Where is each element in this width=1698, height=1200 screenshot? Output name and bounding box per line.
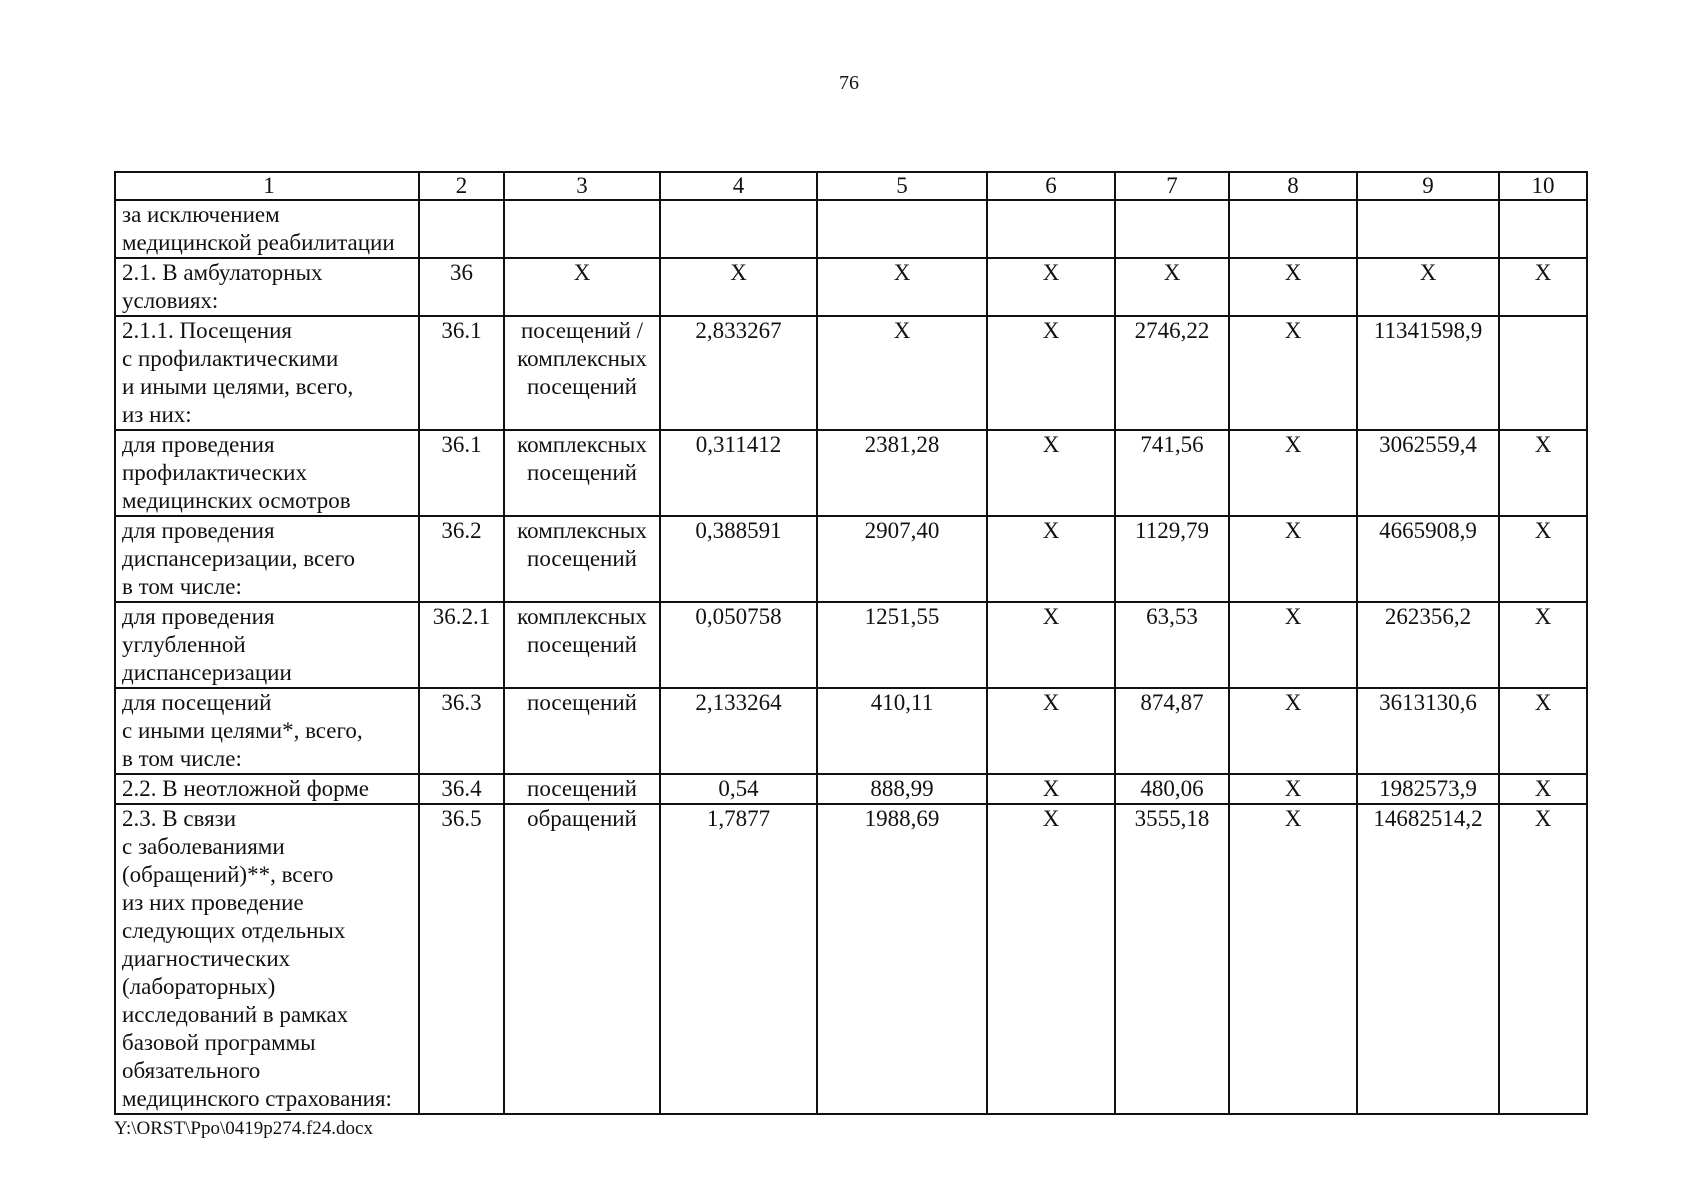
table-cell-col-3 xyxy=(504,774,660,804)
cell-text: 1982573,9 xyxy=(1379,776,1477,801)
table-cell-col-5 xyxy=(817,516,987,602)
table-cell-col-10 xyxy=(1499,316,1587,430)
table-cell-col-3 xyxy=(504,430,660,516)
table-cell-col-10 xyxy=(1499,200,1587,258)
table-cell-col-7 xyxy=(1115,316,1229,430)
table-cell-col-3 xyxy=(504,516,660,602)
table-cell-col-6 xyxy=(987,774,1115,804)
cell-text: Х xyxy=(1284,690,1302,715)
cell-text: комплексных посещений xyxy=(517,518,647,571)
cell-text: комплексных посещений xyxy=(517,604,647,657)
table-cell-col-10 xyxy=(1499,688,1587,774)
table-cell-col-2 xyxy=(419,430,504,516)
table-cell-col-10 xyxy=(1499,430,1587,516)
table-cell-col-9 xyxy=(1357,430,1499,516)
table-cell-col-6 xyxy=(987,316,1115,430)
table-cell-col-5 xyxy=(817,602,987,688)
table-cell-col-2 xyxy=(419,258,504,316)
table-cell-col-10 xyxy=(1499,516,1587,602)
cell-text: за исключением медицинской реабилитации xyxy=(122,202,395,255)
cell-text: Х xyxy=(1042,604,1060,629)
page-number: 76 xyxy=(839,72,859,94)
table-cell-col-4 xyxy=(660,200,817,258)
cell-text: Х xyxy=(893,260,911,285)
table-cell-col-8 xyxy=(1229,688,1357,774)
table-cell-col-1 xyxy=(115,804,419,1114)
cell-text: 11341598,9 xyxy=(1373,318,1483,343)
table-row xyxy=(115,804,1587,1114)
table-cell-col-6 xyxy=(987,804,1115,1114)
cell-text: Х xyxy=(730,260,747,285)
table-cell-col-2 xyxy=(419,516,504,602)
cell-text: 2907,40 xyxy=(864,518,940,543)
cell-text: 0,311412 xyxy=(695,432,782,457)
cell-text: Х xyxy=(1042,690,1060,715)
table-cell-col-7 xyxy=(1115,774,1229,804)
table-row xyxy=(115,200,1587,258)
table-cell-col-6 xyxy=(987,258,1115,316)
table-cell-col-8 xyxy=(1229,430,1357,516)
column-number-6: 6 xyxy=(987,172,1115,200)
table-cell-col-8 xyxy=(1229,316,1357,430)
cell-text: посещений xyxy=(527,690,637,715)
table-cell-col-2 xyxy=(419,602,504,688)
table-cell-col-9 xyxy=(1357,316,1499,430)
cell-text: 3062559,4 xyxy=(1379,432,1477,457)
cell-text: Х xyxy=(1534,260,1552,285)
table-cell-col-6 xyxy=(987,430,1115,516)
cell-text: Х xyxy=(1042,776,1060,801)
table-cell-col-7 xyxy=(1115,200,1229,258)
table-cell-col-4 xyxy=(660,804,817,1114)
table-cell-col-7 xyxy=(1115,258,1229,316)
column-number-5: 5 xyxy=(817,172,987,200)
table-cell-col-1 xyxy=(115,430,419,516)
table-cell-col-2 xyxy=(419,200,504,258)
table-cell-col-10 xyxy=(1499,258,1587,316)
table-row xyxy=(115,316,1587,430)
data-table xyxy=(114,171,1588,1115)
cell-text: 1,7877 xyxy=(706,806,771,831)
table-row xyxy=(115,258,1587,316)
table-body xyxy=(115,172,1587,1114)
column-number-10: 10 xyxy=(1499,172,1587,200)
table-cell-col-4 xyxy=(660,430,817,516)
table-cell-col-1 xyxy=(115,602,419,688)
cell-text: 2381,28 xyxy=(864,432,940,457)
cell-text: обращений xyxy=(527,806,637,831)
cell-text: Х xyxy=(1534,604,1552,629)
table-header-row xyxy=(115,172,1587,200)
cell-text: 36.2 xyxy=(441,518,482,543)
table-cell-col-1 xyxy=(115,774,419,804)
table-row xyxy=(115,430,1587,516)
cell-text: для посещений с иными целями*, всего, в том числе: xyxy=(122,690,363,771)
table-cell-col-5 xyxy=(817,430,987,516)
cell-text: Х xyxy=(1534,690,1552,715)
table-cell-col-8 xyxy=(1229,804,1357,1114)
cell-text: 2,833267 xyxy=(695,318,782,343)
cell-text: 36.3 xyxy=(441,690,482,715)
cell-text: 2.2. В неотложной форме xyxy=(122,776,370,801)
cell-text: для проведения профилактических медицинских осмотров xyxy=(122,432,351,513)
cell-text: 3555,18 xyxy=(1134,806,1210,831)
table-row xyxy=(115,602,1587,688)
cell-text: 2.3. В связи с заболеваниями (обращений)**, всего из них проведение следующих отдельных диагностических (лабораторных) исследований в рамках базовой программы обязательного медицинского страхования: xyxy=(122,806,392,1111)
cell-text: 2.1. В амбулаторных условиях: xyxy=(122,260,323,313)
cell-text: Х xyxy=(1042,806,1060,831)
table-cell-col-1 xyxy=(115,316,419,430)
cell-text: для проведения диспансеризации, всего в том числе: xyxy=(122,518,356,599)
cell-text: 2,133264 xyxy=(695,690,782,715)
cell-text: 36.5 xyxy=(441,806,482,831)
table-cell-col-8 xyxy=(1229,258,1357,316)
cell-text: Х xyxy=(1284,432,1302,457)
table-cell-col-2 xyxy=(419,688,504,774)
table-cell-col-6 xyxy=(987,516,1115,602)
table-cell-col-3 xyxy=(504,258,660,316)
table-cell-col-5 xyxy=(817,316,987,430)
column-number-7: 7 xyxy=(1115,172,1229,200)
cell-text: 36.1 xyxy=(441,318,482,343)
table-cell-col-8 xyxy=(1229,516,1357,602)
cell-text: Х xyxy=(573,260,591,285)
cell-text: 2.1.1. Посещения с профилактическими и иными целями, всего, из них: xyxy=(122,318,354,427)
cell-text: 480,06 xyxy=(1140,776,1204,801)
table-cell-col-7 xyxy=(1115,602,1229,688)
cell-text: 63,53 xyxy=(1146,604,1198,629)
table-cell-col-2 xyxy=(419,316,504,430)
cell-text: Х xyxy=(1042,518,1060,543)
table-cell-col-3 xyxy=(504,200,660,258)
cell-text: 0,050758 xyxy=(695,604,782,629)
table-cell-col-5 xyxy=(817,804,987,1114)
cell-text: 741,56 xyxy=(1140,432,1204,457)
table-cell-col-5 xyxy=(817,200,987,258)
column-number-9: 9 xyxy=(1357,172,1499,200)
table-cell-col-7 xyxy=(1115,804,1229,1114)
cell-text: Х xyxy=(893,318,911,343)
cell-text: Х xyxy=(1534,806,1552,831)
cell-text: 1129,79 xyxy=(1135,518,1209,543)
cell-text: посещений / комплексных посещений xyxy=(517,318,647,399)
table-cell-col-5 xyxy=(817,774,987,804)
cell-text: посещений xyxy=(527,776,637,801)
table-cell-col-9 xyxy=(1357,774,1499,804)
table-row xyxy=(115,688,1587,774)
table-cell-col-5 xyxy=(817,688,987,774)
table-cell-col-2 xyxy=(419,804,504,1114)
cell-text: Х xyxy=(1284,604,1302,629)
table-cell-col-9 xyxy=(1357,602,1499,688)
column-number-1: 1 xyxy=(115,172,419,200)
table-cell-col-6 xyxy=(987,688,1115,774)
table-row xyxy=(115,774,1587,804)
cell-text: 2746,22 xyxy=(1134,318,1210,343)
table-cell-col-5 xyxy=(817,258,987,316)
table-cell-col-9 xyxy=(1357,516,1499,602)
cell-text: 262356,2 xyxy=(1384,604,1472,629)
cell-text: Х xyxy=(1042,318,1060,343)
table-cell-col-4 xyxy=(660,258,817,316)
table-cell-col-8 xyxy=(1229,774,1357,804)
table-cell-col-10 xyxy=(1499,602,1587,688)
cell-text: комплексных посещений xyxy=(517,432,647,485)
column-number-2: 2 xyxy=(419,172,504,200)
cell-text: Х xyxy=(1163,260,1181,285)
table-cell-col-3 xyxy=(504,316,660,430)
cell-text: Х xyxy=(1284,806,1302,831)
cell-text: Х xyxy=(1284,776,1302,801)
table-cell-col-1 xyxy=(115,516,419,602)
table-cell-col-3 xyxy=(504,602,660,688)
table-cell-col-9 xyxy=(1357,804,1499,1114)
table-cell-col-4 xyxy=(660,774,817,804)
cell-text: Х xyxy=(1534,518,1552,543)
table-cell-col-8 xyxy=(1229,200,1357,258)
column-number-8: 8 xyxy=(1229,172,1357,200)
table-cell-col-7 xyxy=(1115,430,1229,516)
cell-text: Х xyxy=(1534,776,1552,801)
table-cell-col-10 xyxy=(1499,804,1587,1114)
table-cell-col-8 xyxy=(1229,602,1357,688)
cell-text: 14682514,2 xyxy=(1373,806,1483,831)
table-cell-col-7 xyxy=(1115,688,1229,774)
cell-text: 36 xyxy=(450,260,473,285)
cell-text: для проведения углубленной диспансеризации xyxy=(122,604,292,685)
table-cell-col-9 xyxy=(1357,258,1499,316)
table-cell-col-2 xyxy=(419,774,504,804)
cell-text: 874,87 xyxy=(1140,690,1204,715)
table-cell-col-9 xyxy=(1357,200,1499,258)
table-cell-col-6 xyxy=(987,200,1115,258)
table-cell-col-1 xyxy=(115,200,419,258)
table-cell-col-4 xyxy=(660,516,817,602)
cell-text: Х xyxy=(1284,518,1302,543)
cell-text: 4665908,9 xyxy=(1379,518,1477,543)
table-cell-col-4 xyxy=(660,688,817,774)
file-path-footer: Y:\ORST\Ppo\0419p274.f24.docx xyxy=(114,1118,373,1139)
table-cell-col-9 xyxy=(1357,688,1499,774)
table-cell-col-10 xyxy=(1499,774,1587,804)
cell-text: Х xyxy=(1419,260,1437,285)
column-number-3: 3 xyxy=(504,172,660,200)
cell-text: Х xyxy=(1042,260,1060,285)
cell-text: 36.2.1 xyxy=(432,604,491,629)
cell-text: Х xyxy=(1534,432,1552,457)
table-cell-col-1 xyxy=(115,688,419,774)
cell-text: 0,388591 xyxy=(695,518,782,543)
cell-text: 1251,55 xyxy=(864,604,940,629)
table-cell-col-3 xyxy=(504,804,660,1114)
table-cell-col-6 xyxy=(987,602,1115,688)
table-row xyxy=(115,516,1587,602)
cell-text: Х xyxy=(1042,432,1060,457)
cell-text: 3613130,6 xyxy=(1379,690,1477,715)
column-number-4: 4 xyxy=(660,172,817,200)
cell-text: 410,11 xyxy=(870,690,934,715)
table-cell-col-4 xyxy=(660,602,817,688)
table-cell-col-1 xyxy=(115,258,419,316)
cell-text: 888,99 xyxy=(870,776,934,801)
table-cell-col-7 xyxy=(1115,516,1229,602)
cell-text: 1988,69 xyxy=(864,806,940,831)
cell-text: Х xyxy=(1284,318,1302,343)
cell-text: 36.1 xyxy=(441,432,482,457)
cell-text: Х xyxy=(1284,260,1302,285)
table-cell-col-3 xyxy=(504,688,660,774)
cell-text: 0,54 xyxy=(718,776,759,801)
table-cell-col-4 xyxy=(660,316,817,430)
cell-text: 36.4 xyxy=(441,776,482,801)
